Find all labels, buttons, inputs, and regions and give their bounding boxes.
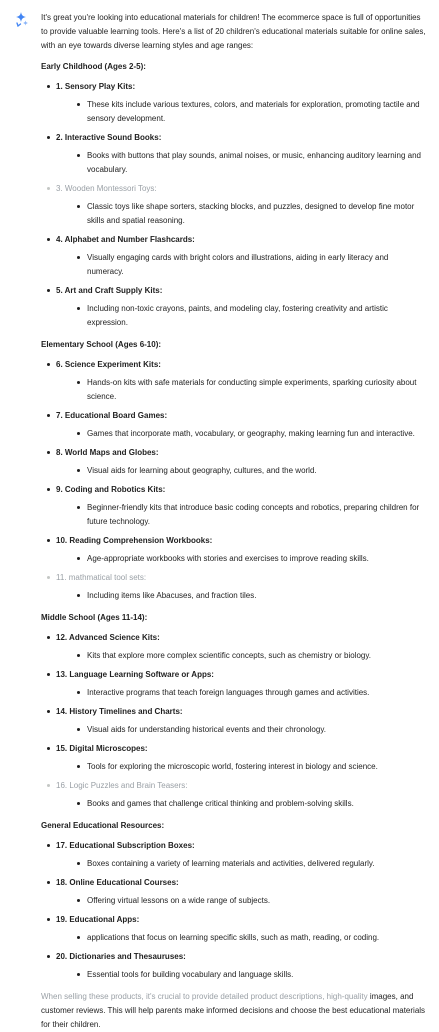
item-title: 1. Sensory Play Kits: <box>56 82 136 91</box>
list-item <box>41 131 426 177</box>
item-title: 12. Advanced Science Kits: <box>56 633 160 642</box>
list-item <box>41 571 426 603</box>
outro-line-rest: images, and customer reviews. This will help parents make informed decisions and choose the best educational materials for their children. <box>41 992 426 1029</box>
outro-line-1: When selling these products, it's crucial to provide detailed product descriptions, high-quality <box>41 992 368 1001</box>
list-item <box>41 705 426 737</box>
list-item <box>41 913 426 945</box>
item-title: 6. Science Experiment Kits: <box>56 360 161 369</box>
list-item <box>41 839 426 871</box>
item-description: Visual aids for learning about geography, cultures, and the world. <box>72 464 426 478</box>
list-item <box>41 80 426 126</box>
list-item <box>41 358 426 404</box>
item-description: applications that focus on learning specific skills, such as math, reading, or coding. <box>72 931 426 945</box>
item-description: Kits that explore more complex scientific concepts, such as chemistry or biology. <box>72 649 426 663</box>
item-sublist <box>56 501 426 529</box>
item-title: 2. Interactive Sound Books: <box>56 133 162 142</box>
item-sublist <box>56 251 426 279</box>
item-sublist <box>56 968 426 982</box>
item-title: 11. mathmatical tool sets: <box>56 573 147 582</box>
section-list <box>41 839 426 982</box>
item-description: Interactive programs that teach foreign languages through games and activities. <box>72 686 426 700</box>
item-sublist <box>56 464 426 478</box>
gemini-sparkle-icon <box>14 11 30 27</box>
item-title: 9. Coding and Robotics Kits: <box>56 485 166 494</box>
item-sublist <box>56 723 426 737</box>
item-description: Essential tools for building vocabulary and language skills. <box>72 968 426 982</box>
item-sublist <box>56 760 426 774</box>
item-title: 13. Language Learning Software or Apps: <box>56 670 214 679</box>
item-sublist <box>56 149 426 177</box>
section-heading: Early Childhood (Ages 2-5): <box>41 62 146 71</box>
section-heading: General Educational Resources: <box>41 821 165 830</box>
item-title: 3. Wooden Montessori Toys: <box>56 184 157 193</box>
item-description: Boxes containing a variety of learning materials and activities, delivered regularly. <box>72 857 426 871</box>
item-sublist <box>56 200 426 228</box>
item-sublist <box>56 686 426 700</box>
item-title: 8. World Maps and Globes: <box>56 448 159 457</box>
item-description: Books and games that challenge critical thinking and problem-solving skills. <box>72 797 426 811</box>
list-item <box>41 409 426 441</box>
item-sublist <box>56 931 426 945</box>
list-item <box>41 950 426 982</box>
item-description: Books with buttons that play sounds, animal noises, or music, enhancing auditory learning and vocabulary. <box>72 149 426 177</box>
list-item <box>41 483 426 529</box>
list-item <box>41 876 426 908</box>
section-heading: Elementary School (Ages 6-10): <box>41 340 162 349</box>
list-item <box>41 534 426 566</box>
list-item <box>41 742 426 774</box>
item-title: 18. Online Educational Courses: <box>56 878 179 887</box>
item-sublist <box>56 302 426 330</box>
section-list <box>41 358 426 603</box>
item-description: Visual aids for understanding historical events and their chronology. <box>72 723 426 737</box>
item-description: Tools for exploring the microscopic world, fostering interest in biology and science. <box>72 760 426 774</box>
list-item <box>41 779 426 811</box>
item-sublist <box>56 552 426 566</box>
response-body <box>41 11 426 1032</box>
item-description: Beginner-friendly kits that introduce basic coding concepts and robotics, preparing children for future technology. <box>72 501 426 529</box>
item-title: 16. Logic Puzzles and Brain Teasers: <box>56 781 188 790</box>
item-description: Including non-toxic crayons, paints, and modeling clay, fostering creativity and artistic expression. <box>72 302 426 330</box>
item-description: Offering virtual lessons on a wide range of subjects. <box>72 894 426 908</box>
item-title: 17. Educational Subscription Boxes: <box>56 841 195 850</box>
item-description: These kits include various textures, colors, and materials for exploration, promoting tactile and sensory development. <box>72 98 426 126</box>
list-item <box>41 668 426 700</box>
item-title: 5. Art and Craft Supply Kits: <box>56 286 163 295</box>
item-sublist <box>56 427 426 441</box>
item-description: Including items like Abacuses, and fraction tiles. <box>72 589 426 603</box>
item-sublist <box>56 589 426 603</box>
item-sublist <box>56 857 426 871</box>
item-title: 7. Educational Board Games: <box>56 411 168 420</box>
item-title: 10. Reading Comprehension Workbooks: <box>56 536 213 545</box>
item-sublist <box>56 376 426 404</box>
item-description: Age-appropriate workbooks with stories and exercises to improve reading skills. <box>72 552 426 566</box>
section-list <box>41 631 426 811</box>
list-item <box>41 182 426 228</box>
item-sublist <box>56 98 426 126</box>
section-list <box>41 80 426 330</box>
intro-paragraph: It's great you're looking into educational materials for children! The ecommerce space is full of opportunities to provide valuable learning tools. Here's a list of 20 children's educational materials suitable for online sales, with an eye towards diverse learning styles and age ranges: <box>41 13 426 50</box>
outro-paragraph <box>41 990 426 1032</box>
item-description: Hands-on kits with safe materials for conducting simple experiments, sparking curiosity about science. <box>72 376 426 404</box>
item-title: 15. Digital Microscopes: <box>56 744 148 753</box>
item-title: 20. Dictionaries and Thesauruses: <box>56 952 186 961</box>
item-title: 19. Educational Apps: <box>56 915 140 924</box>
list-item <box>41 284 426 330</box>
list-item <box>41 233 426 279</box>
item-title: 14. History Timelines and Charts: <box>56 707 183 716</box>
item-sublist <box>56 797 426 811</box>
item-sublist <box>56 649 426 663</box>
item-sublist <box>56 894 426 908</box>
sections-container <box>41 60 426 982</box>
list-item <box>41 446 426 478</box>
list-item <box>41 631 426 663</box>
item-description: Classic toys like shape sorters, stacking blocks, and puzzles, designed to develop fine motor skills and spatial reasoning. <box>72 200 426 228</box>
item-description: Visually engaging cards with bright colors and illustrations, aiding in early literacy and numeracy. <box>72 251 426 279</box>
item-title: 4. Alphabet and Number Flashcards: <box>56 235 195 244</box>
item-description: Games that incorporate math, vocabulary, or geography, making learning fun and interactive. <box>72 427 426 441</box>
section-heading: Middle School (Ages 11-14): <box>41 613 148 622</box>
